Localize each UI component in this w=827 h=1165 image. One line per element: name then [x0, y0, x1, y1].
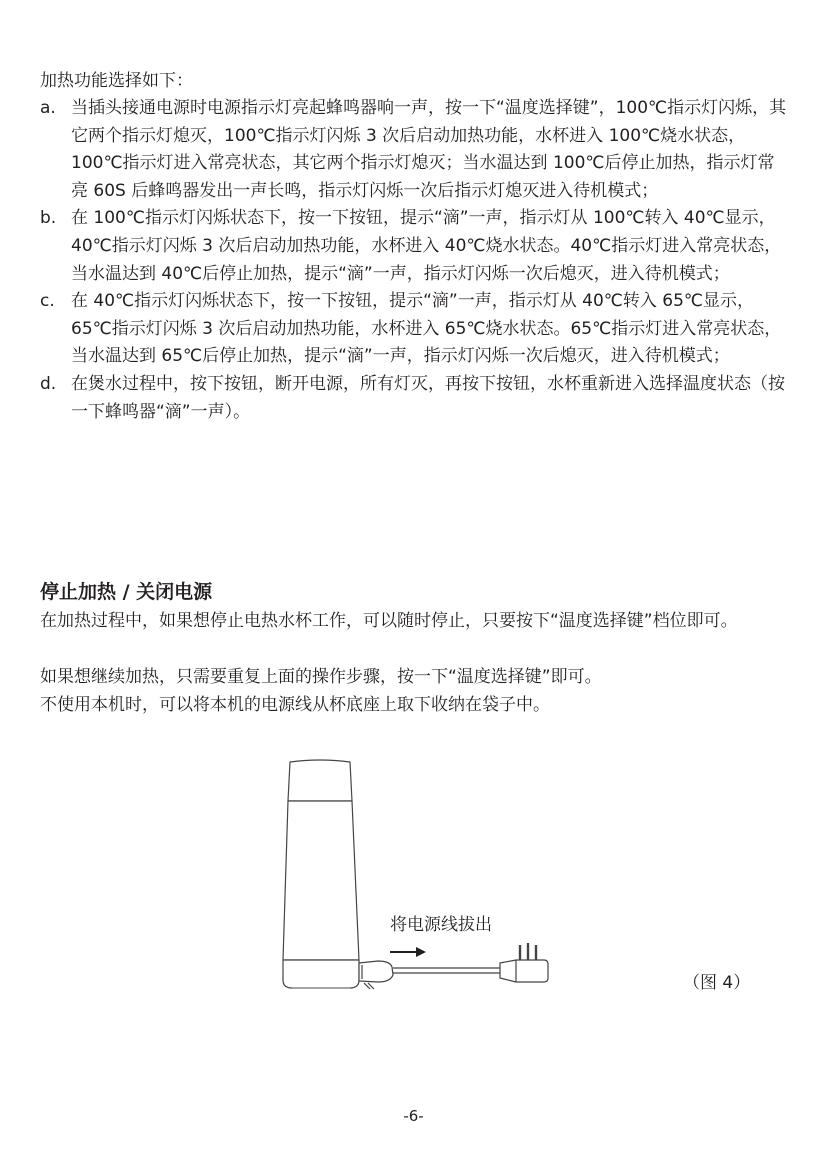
- cord-connector: [359, 961, 393, 982]
- list-item-text: 在煲水过程中，按下按钮，断开电源，所有灯灭，再按下按钮，水杯重新进入选择温度状态（按一下蜂鸣器“滴”一声）。: [71, 373, 785, 422]
- list-item-text: 在 100℃指示灯闪烁状态下，按一下按钮，提示“滴”一声，指示灯从 100℃转入 40℃显示，40℃指示灯闪烁 3 次后启动加热功能，水杯进入 40℃烧水状态。40℃指示灯进入常亮状态，当水温达到 40℃后停止加热，提示“滴”一声，指示灯闪烁一次后熄灭，进入待机模式；: [71, 208, 782, 284]
- list-marker: d.: [40, 373, 57, 394]
- cup-lid: [288, 760, 352, 801]
- list-item: [40, 95, 790, 205]
- list-item: [40, 205, 790, 288]
- figure-caption: （图 4）: [683, 973, 751, 993]
- paragraph-storage: 不使用本机时，可以将本机的电源线从杯底座上取下收纳在袋子中。: [40, 695, 550, 715]
- heating-options-list: [40, 95, 790, 426]
- section-title: 停止加热 / 关闭电源: [40, 581, 213, 603]
- list-item: [40, 288, 790, 371]
- list-item-text: 当插头接通电源时电源指示灯亮起蜂鸣器响一声，按一下“温度选择键”，100℃指示灯闪烁，其它两个指示灯熄灭，100℃指示灯闪烁 3 次后启动加热功能，水杯进入 100℃烧水状态，100℃指示灯进入常亮状态，其它两个指示灯熄灭；当水温达到 100℃后停止加热，指示灯常亮 60S 后蜂鸣器发出一声长鸣，指示灯闪烁一次后指示灯熄灭进入待机模式；: [71, 98, 787, 201]
- list-marker: c.: [40, 291, 55, 312]
- figure-label: 将电源线拔出: [390, 915, 492, 935]
- paragraph-continue-heating: 如果想继续加热，只需要重复上面的操作步骤，按一下“温度选择键”即可。: [40, 667, 602, 687]
- plug-body: [500, 960, 548, 982]
- unplug-cord-illustration: [270, 755, 570, 1000]
- list-item-text: 在 40℃指示灯闪烁状态下，按一下按钮，提示“滴”一声，指示灯从 40℃转入 65℃显示，65℃指示灯闪烁 3 次后启动加热功能，水杯进入 65℃烧水状态。65℃指示灯进入常亮状态，当水温达到 65℃后停止加热，提示“滴”一声，指示灯闪烁一次后熄灭，进入待机模式；: [71, 291, 782, 367]
- cup-base: [283, 960, 359, 988]
- page-number: -6-: [403, 1107, 424, 1125]
- intro-line: 加热功能选择如下：: [40, 71, 193, 91]
- list-marker: a.: [40, 98, 56, 118]
- pull-arrow: [390, 947, 426, 957]
- paragraph-stop-heating: 在加热过程中，如果想停止电热水杯工作，可以随时停止，只要按下“温度选择键”档位即可。: [40, 611, 738, 631]
- list-marker: b.: [40, 208, 57, 229]
- list-item: [40, 371, 790, 426]
- cup-body: [283, 801, 359, 960]
